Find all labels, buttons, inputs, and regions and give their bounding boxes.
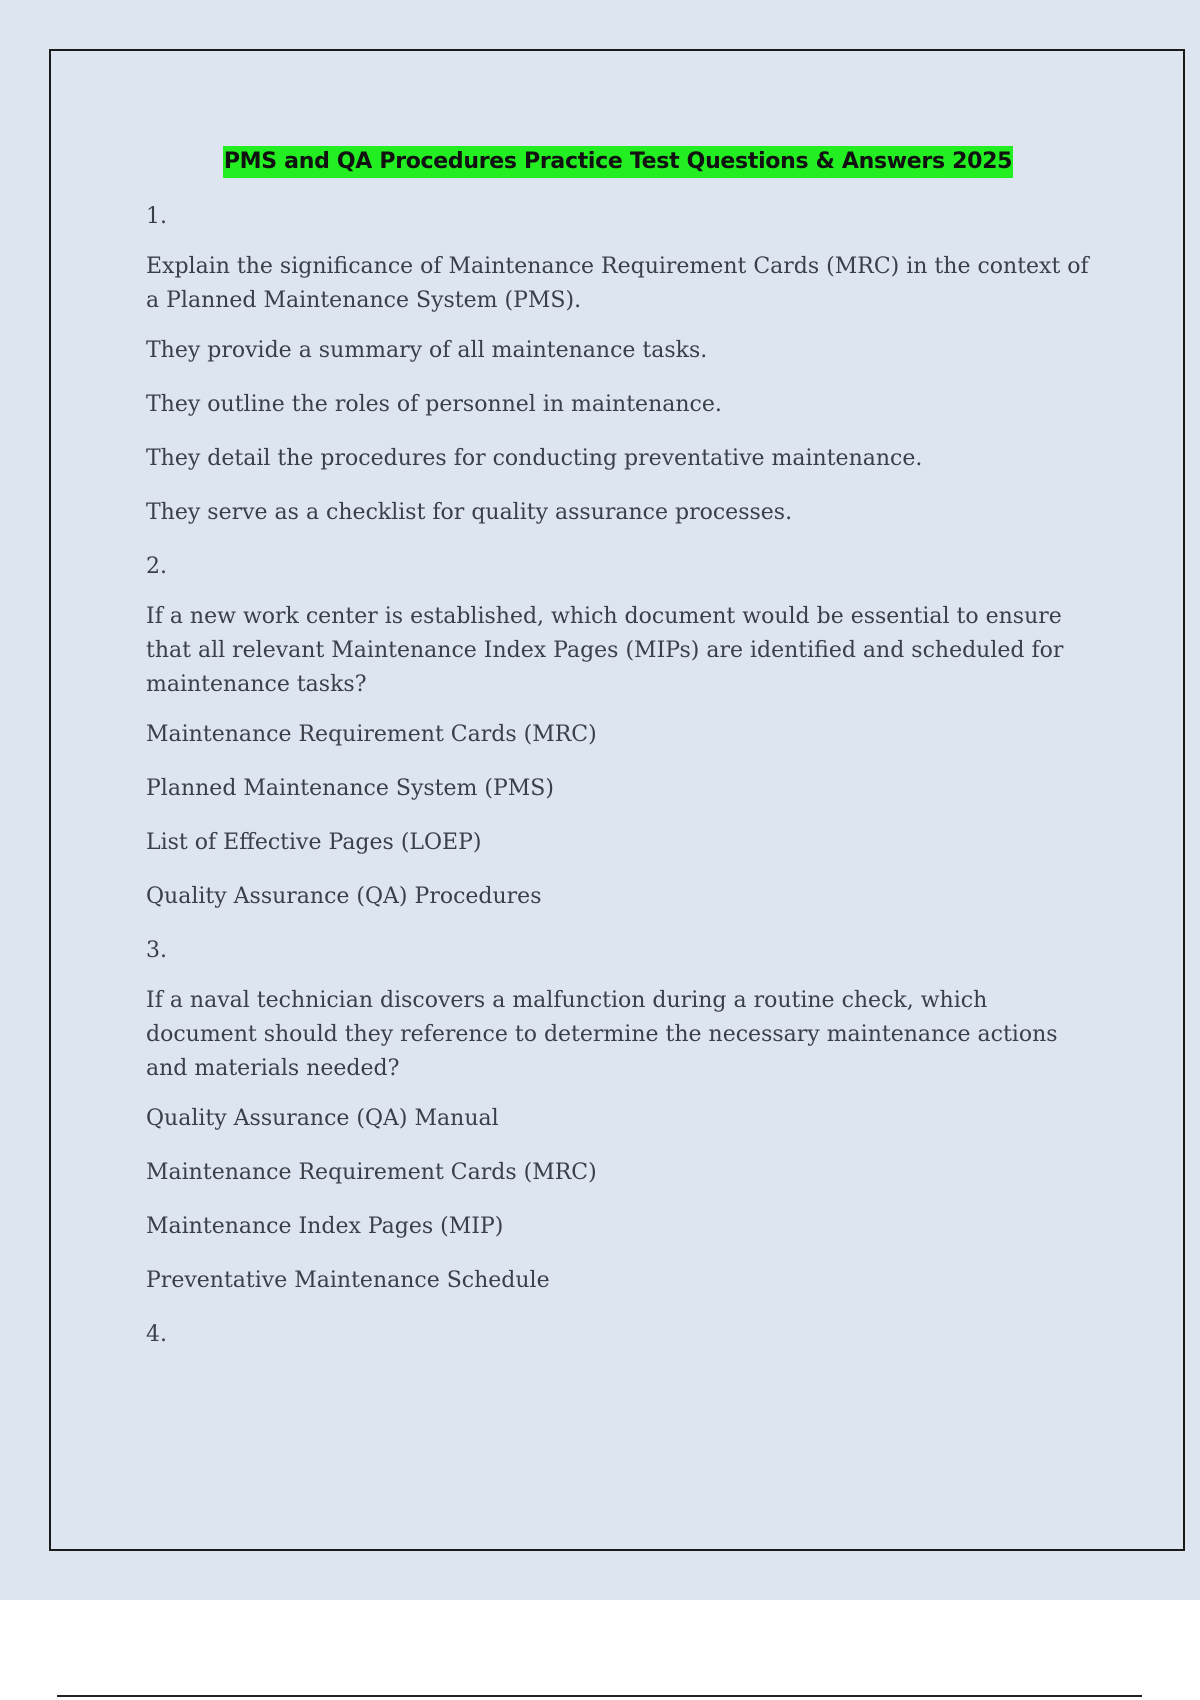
question-text: Explain the significance of Maintenance Requirement Cards (MRC) in the context of a Planned Maintenance System (PMS). — [146, 254, 1089, 313]
question-list — [146, 200, 1096, 1368]
question-block — [146, 550, 1096, 914]
question-number: 4. — [146, 1322, 167, 1347]
question-text: If a new work center is established, which document would be essential to ensure that all relevant Maintenance Index Pages (MIPs) are identified and scheduled for maintenance tasks? — [146, 604, 1064, 697]
question-number: 2. — [146, 554, 167, 579]
question-number: 3. — [146, 938, 167, 963]
answer-option: They provide a summary of all maintenance tasks. — [146, 338, 708, 363]
answer-option: Quality Assurance (QA) Manual — [146, 1106, 499, 1131]
answer-option: Quality Assurance (QA) Procedures — [146, 884, 542, 909]
answer-option: They detail the procedures for conducting preventative maintenance. — [146, 446, 923, 471]
answer-option: Planned Maintenance System (PMS) — [146, 776, 554, 801]
answer-option: Maintenance Requirement Cards (MRC) — [146, 722, 597, 747]
question-number: 1. — [146, 204, 167, 229]
question-block — [146, 934, 1096, 1298]
answer-option: Maintenance Requirement Cards (MRC) — [146, 1160, 597, 1185]
question-block — [146, 1318, 1096, 1352]
question-block — [146, 200, 1096, 530]
answer-option: Preventative Maintenance Schedule — [146, 1268, 550, 1293]
title-container — [0, 146, 1200, 178]
footer-divider — [57, 1695, 1142, 1697]
document-title: PMS and QA Procedures Practice Test Questions & Answers 2025 — [223, 146, 1013, 178]
question-text: If a naval technician discovers a malfunction during a routine check, which document should they reference to determine the necessary maintenance actions and materials needed? — [146, 988, 1058, 1081]
answer-option: They serve as a checklist for quality assurance processes. — [146, 500, 793, 525]
answer-option: Maintenance Index Pages (MIP) — [146, 1214, 504, 1239]
answer-option: List of Effective Pages (LOEP) — [146, 830, 482, 855]
answer-option: They outline the roles of personnel in maintenance. — [146, 392, 722, 417]
